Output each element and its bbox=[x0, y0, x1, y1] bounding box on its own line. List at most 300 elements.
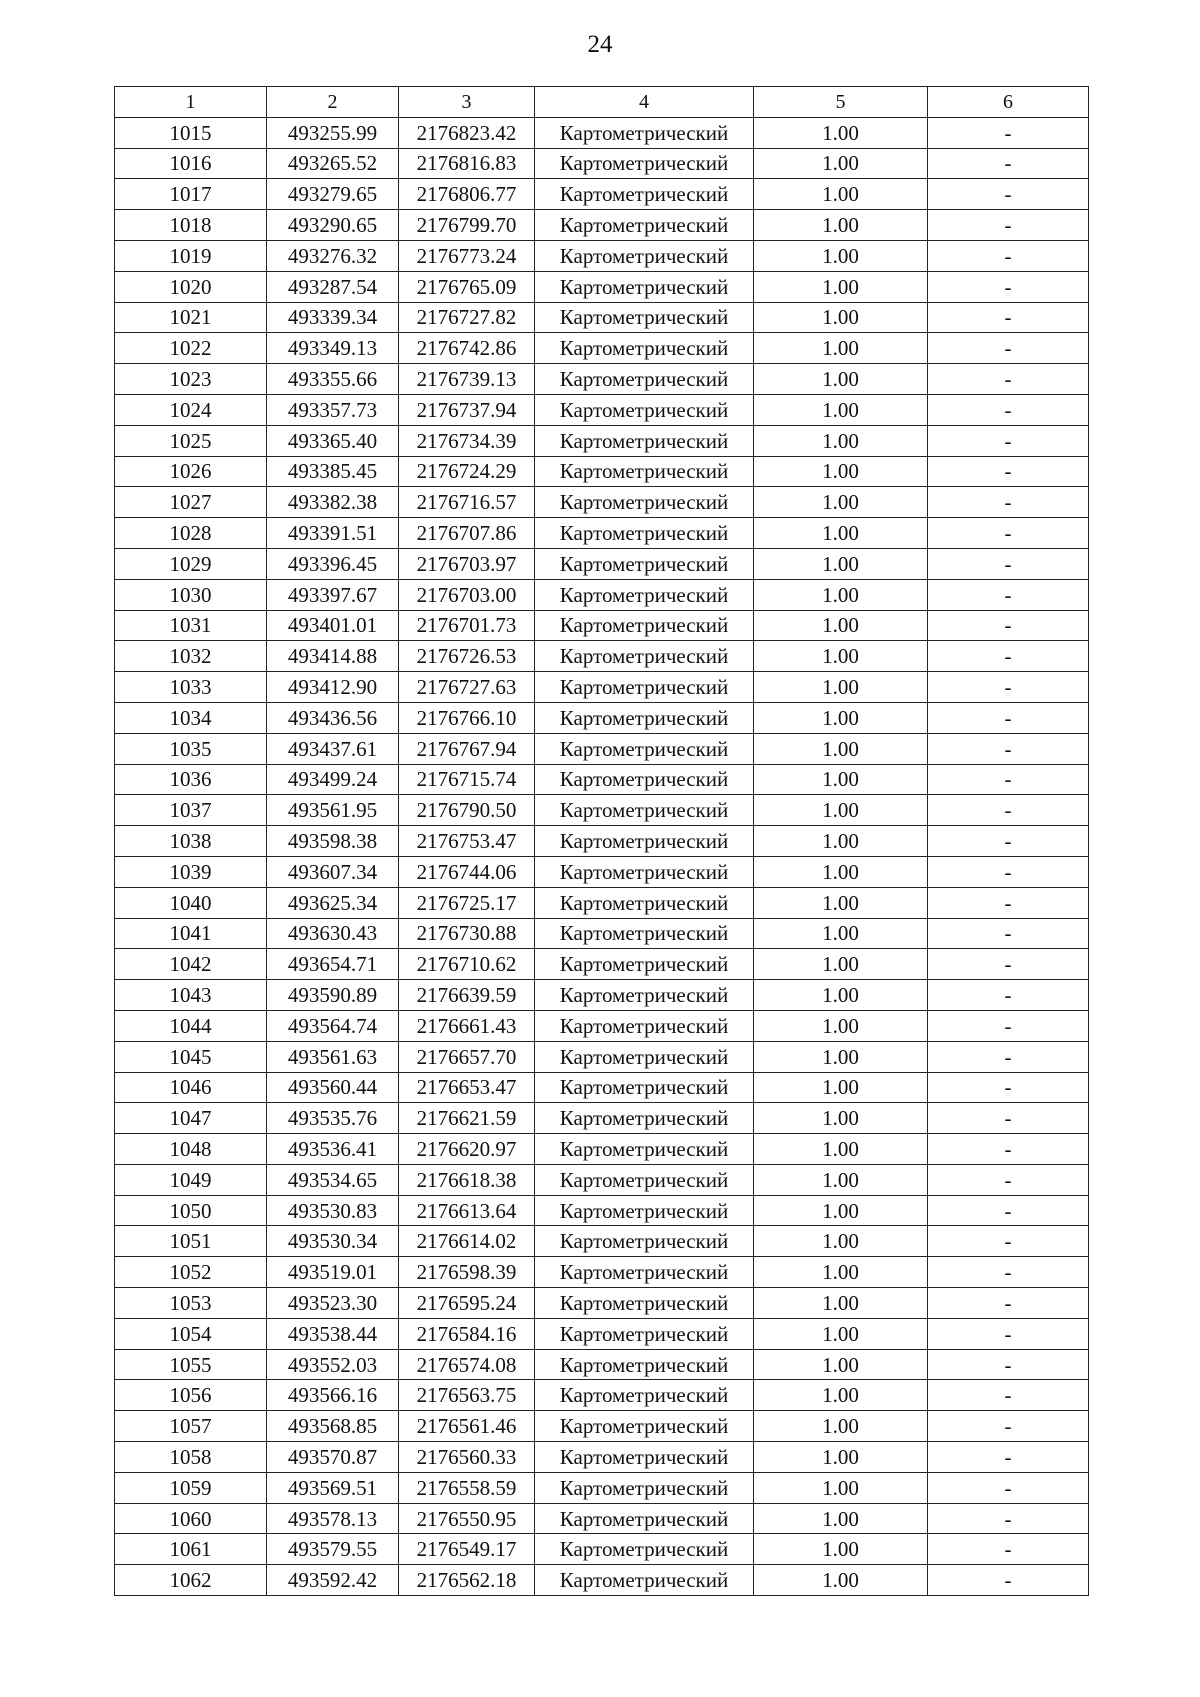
x-coordinate-cell: 493265.52 bbox=[267, 148, 399, 179]
note-cell: - bbox=[928, 702, 1089, 733]
method-cell: Картометрический bbox=[535, 210, 754, 241]
note-cell: - bbox=[928, 1103, 1089, 1134]
method-cell: Картометрический bbox=[535, 1072, 754, 1103]
note-cell: - bbox=[928, 333, 1089, 364]
y-coordinate-cell: 2176560.33 bbox=[399, 1442, 535, 1473]
accuracy-cell: 1.00 bbox=[754, 702, 928, 733]
y-coordinate-cell: 2176653.47 bbox=[399, 1072, 535, 1103]
method-cell: Картометрический bbox=[535, 1195, 754, 1226]
x-coordinate-cell: 493385.45 bbox=[267, 456, 399, 487]
y-coordinate-cell: 2176621.59 bbox=[399, 1103, 535, 1134]
point-number-cell: 1059 bbox=[115, 1472, 267, 1503]
point-number-cell: 1031 bbox=[115, 610, 267, 641]
note-cell: - bbox=[928, 641, 1089, 672]
x-coordinate-cell: 493391.51 bbox=[267, 518, 399, 549]
note-cell: - bbox=[928, 148, 1089, 179]
table-row bbox=[115, 1565, 1089, 1596]
method-cell: Картометрический bbox=[535, 364, 754, 395]
table-row bbox=[115, 179, 1089, 210]
x-coordinate-cell: 493290.65 bbox=[267, 210, 399, 241]
note-cell: - bbox=[928, 1318, 1089, 1349]
accuracy-cell: 1.00 bbox=[754, 795, 928, 826]
y-coordinate-cell: 2176620.97 bbox=[399, 1134, 535, 1165]
accuracy-cell: 1.00 bbox=[754, 1072, 928, 1103]
note-cell: - bbox=[928, 1010, 1089, 1041]
accuracy-cell: 1.00 bbox=[754, 918, 928, 949]
table-row bbox=[115, 579, 1089, 610]
table-row bbox=[115, 333, 1089, 364]
note-cell: - bbox=[928, 1072, 1089, 1103]
table-row bbox=[115, 856, 1089, 887]
table-row bbox=[115, 456, 1089, 487]
table-row bbox=[115, 364, 1089, 395]
point-number-cell: 1055 bbox=[115, 1349, 267, 1380]
x-coordinate-cell: 493357.73 bbox=[267, 394, 399, 425]
y-coordinate-cell: 2176561.46 bbox=[399, 1411, 535, 1442]
accuracy-cell: 1.00 bbox=[754, 333, 928, 364]
y-coordinate-cell: 2176614.02 bbox=[399, 1226, 535, 1257]
note-cell: - bbox=[928, 579, 1089, 610]
point-number-cell: 1015 bbox=[115, 117, 267, 148]
point-number-cell: 1044 bbox=[115, 1010, 267, 1041]
accuracy-cell: 1.00 bbox=[754, 1411, 928, 1442]
method-cell: Картометрический bbox=[535, 425, 754, 456]
accuracy-cell: 1.00 bbox=[754, 1134, 928, 1165]
note-cell: - bbox=[928, 1349, 1089, 1380]
note-cell: - bbox=[928, 394, 1089, 425]
accuracy-cell: 1.00 bbox=[754, 764, 928, 795]
note-cell: - bbox=[928, 1534, 1089, 1565]
y-coordinate-cell: 2176584.16 bbox=[399, 1318, 535, 1349]
method-cell: Картометрический bbox=[535, 764, 754, 795]
method-cell: Картометрический bbox=[535, 518, 754, 549]
x-coordinate-cell: 493552.03 bbox=[267, 1349, 399, 1380]
accuracy-cell: 1.00 bbox=[754, 425, 928, 456]
x-coordinate-cell: 493349.13 bbox=[267, 333, 399, 364]
y-coordinate-cell: 2176742.86 bbox=[399, 333, 535, 364]
point-number-cell: 1039 bbox=[115, 856, 267, 887]
method-cell: Картометрический bbox=[535, 1134, 754, 1165]
table-row bbox=[115, 1318, 1089, 1349]
accuracy-cell: 1.00 bbox=[754, 1010, 928, 1041]
x-coordinate-cell: 493607.34 bbox=[267, 856, 399, 887]
table-row bbox=[115, 302, 1089, 333]
x-coordinate-cell: 493538.44 bbox=[267, 1318, 399, 1349]
method-cell: Картометрический bbox=[535, 672, 754, 703]
point-number-cell: 1032 bbox=[115, 641, 267, 672]
accuracy-cell: 1.00 bbox=[754, 980, 928, 1011]
table-row bbox=[115, 487, 1089, 518]
table-row bbox=[115, 918, 1089, 949]
point-number-cell: 1062 bbox=[115, 1565, 267, 1596]
table-row bbox=[115, 518, 1089, 549]
point-number-cell: 1058 bbox=[115, 1442, 267, 1473]
point-number-cell: 1061 bbox=[115, 1534, 267, 1565]
point-number-cell: 1054 bbox=[115, 1318, 267, 1349]
y-coordinate-cell: 2176613.64 bbox=[399, 1195, 535, 1226]
note-cell: - bbox=[928, 918, 1089, 949]
x-coordinate-cell: 493630.43 bbox=[267, 918, 399, 949]
point-number-cell: 1025 bbox=[115, 425, 267, 456]
note-cell: - bbox=[928, 518, 1089, 549]
point-number-cell: 1045 bbox=[115, 1041, 267, 1072]
table-row bbox=[115, 1503, 1089, 1534]
accuracy-cell: 1.00 bbox=[754, 487, 928, 518]
accuracy-cell: 1.00 bbox=[754, 1288, 928, 1319]
accuracy-cell: 1.00 bbox=[754, 610, 928, 641]
accuracy-cell: 1.00 bbox=[754, 394, 928, 425]
table-row bbox=[115, 1534, 1089, 1565]
point-number-cell: 1027 bbox=[115, 487, 267, 518]
x-coordinate-cell: 493287.54 bbox=[267, 271, 399, 302]
table-row bbox=[115, 117, 1089, 148]
note-cell: - bbox=[928, 733, 1089, 764]
x-coordinate-cell: 493625.34 bbox=[267, 887, 399, 918]
x-coordinate-cell: 493396.45 bbox=[267, 548, 399, 579]
method-cell: Картометрический bbox=[535, 117, 754, 148]
table-row bbox=[115, 1103, 1089, 1134]
note-cell: - bbox=[928, 949, 1089, 980]
point-number-cell: 1038 bbox=[115, 826, 267, 857]
y-coordinate-cell: 2176703.00 bbox=[399, 579, 535, 610]
method-cell: Картометрический bbox=[535, 1565, 754, 1596]
table-row bbox=[115, 980, 1089, 1011]
y-coordinate-cell: 2176657.70 bbox=[399, 1041, 535, 1072]
point-number-cell: 1018 bbox=[115, 210, 267, 241]
y-coordinate-cell: 2176595.24 bbox=[399, 1288, 535, 1319]
point-number-cell: 1026 bbox=[115, 456, 267, 487]
y-coordinate-cell: 2176716.57 bbox=[399, 487, 535, 518]
header-cell-2: 2 bbox=[267, 87, 399, 118]
method-cell: Картометрический bbox=[535, 1534, 754, 1565]
x-coordinate-cell: 493590.89 bbox=[267, 980, 399, 1011]
point-number-cell: 1023 bbox=[115, 364, 267, 395]
table-row bbox=[115, 672, 1089, 703]
table-body bbox=[115, 117, 1089, 1595]
x-coordinate-cell: 493569.51 bbox=[267, 1472, 399, 1503]
y-coordinate-cell: 2176753.47 bbox=[399, 826, 535, 857]
x-coordinate-cell: 493534.65 bbox=[267, 1164, 399, 1195]
x-coordinate-cell: 493566.16 bbox=[267, 1380, 399, 1411]
note-cell: - bbox=[928, 1257, 1089, 1288]
accuracy-cell: 1.00 bbox=[754, 579, 928, 610]
method-cell: Картометрический bbox=[535, 1288, 754, 1319]
method-cell: Картометрический bbox=[535, 918, 754, 949]
x-coordinate-cell: 493654.71 bbox=[267, 949, 399, 980]
point-number-cell: 1017 bbox=[115, 179, 267, 210]
note-cell: - bbox=[928, 1565, 1089, 1596]
method-cell: Картометрический bbox=[535, 1442, 754, 1473]
x-coordinate-cell: 493592.42 bbox=[267, 1565, 399, 1596]
header-cell-4: 4 bbox=[535, 87, 754, 118]
y-coordinate-cell: 2176563.75 bbox=[399, 1380, 535, 1411]
method-cell: Картометрический bbox=[535, 1349, 754, 1380]
accuracy-cell: 1.00 bbox=[754, 1534, 928, 1565]
note-cell: - bbox=[928, 1041, 1089, 1072]
method-cell: Картометрический bbox=[535, 980, 754, 1011]
x-coordinate-cell: 493598.38 bbox=[267, 826, 399, 857]
note-cell: - bbox=[928, 1442, 1089, 1473]
accuracy-cell: 1.00 bbox=[754, 672, 928, 703]
accuracy-cell: 1.00 bbox=[754, 887, 928, 918]
accuracy-cell: 1.00 bbox=[754, 1442, 928, 1473]
x-coordinate-cell: 493579.55 bbox=[267, 1534, 399, 1565]
table-row bbox=[115, 702, 1089, 733]
point-number-cell: 1033 bbox=[115, 672, 267, 703]
point-number-cell: 1040 bbox=[115, 887, 267, 918]
y-coordinate-cell: 2176550.95 bbox=[399, 1503, 535, 1534]
x-coordinate-cell: 493339.34 bbox=[267, 302, 399, 333]
y-coordinate-cell: 2176726.53 bbox=[399, 641, 535, 672]
accuracy-cell: 1.00 bbox=[754, 1349, 928, 1380]
x-coordinate-cell: 493255.99 bbox=[267, 117, 399, 148]
note-cell: - bbox=[928, 487, 1089, 518]
table-row bbox=[115, 240, 1089, 271]
y-coordinate-cell: 2176639.59 bbox=[399, 980, 535, 1011]
x-coordinate-cell: 493564.74 bbox=[267, 1010, 399, 1041]
x-coordinate-cell: 493397.67 bbox=[267, 579, 399, 610]
accuracy-cell: 1.00 bbox=[754, 148, 928, 179]
accuracy-cell: 1.00 bbox=[754, 949, 928, 980]
note-cell: - bbox=[928, 610, 1089, 641]
table-row bbox=[115, 548, 1089, 579]
y-coordinate-cell: 2176765.09 bbox=[399, 271, 535, 302]
x-coordinate-cell: 493414.88 bbox=[267, 641, 399, 672]
method-cell: Картометрический bbox=[535, 302, 754, 333]
accuracy-cell: 1.00 bbox=[754, 1257, 928, 1288]
table-row bbox=[115, 887, 1089, 918]
table-row bbox=[115, 1226, 1089, 1257]
method-cell: Картометрический bbox=[535, 610, 754, 641]
accuracy-cell: 1.00 bbox=[754, 733, 928, 764]
table-row bbox=[115, 733, 1089, 764]
method-cell: Картометрический bbox=[535, 949, 754, 980]
point-number-cell: 1036 bbox=[115, 764, 267, 795]
table-row bbox=[115, 1349, 1089, 1380]
method-cell: Картометрический bbox=[535, 1472, 754, 1503]
table-row bbox=[115, 1072, 1089, 1103]
method-cell: Картометрический bbox=[535, 1257, 754, 1288]
y-coordinate-cell: 2176790.50 bbox=[399, 795, 535, 826]
point-number-cell: 1049 bbox=[115, 1164, 267, 1195]
note-cell: - bbox=[928, 548, 1089, 579]
point-number-cell: 1057 bbox=[115, 1411, 267, 1442]
point-number-cell: 1021 bbox=[115, 302, 267, 333]
header-cell-1: 1 bbox=[115, 87, 267, 118]
point-number-cell: 1042 bbox=[115, 949, 267, 980]
point-number-cell: 1028 bbox=[115, 518, 267, 549]
y-coordinate-cell: 2176549.17 bbox=[399, 1534, 535, 1565]
note-cell: - bbox=[928, 856, 1089, 887]
table-row bbox=[115, 764, 1089, 795]
table-row bbox=[115, 1257, 1089, 1288]
note-cell: - bbox=[928, 179, 1089, 210]
note-cell: - bbox=[928, 795, 1089, 826]
y-coordinate-cell: 2176737.94 bbox=[399, 394, 535, 425]
note-cell: - bbox=[928, 1472, 1089, 1503]
header-cell-6: 6 bbox=[928, 87, 1089, 118]
y-coordinate-cell: 2176823.42 bbox=[399, 117, 535, 148]
point-number-cell: 1046 bbox=[115, 1072, 267, 1103]
accuracy-cell: 1.00 bbox=[754, 302, 928, 333]
y-coordinate-cell: 2176739.13 bbox=[399, 364, 535, 395]
method-cell: Картометрический bbox=[535, 1503, 754, 1534]
accuracy-cell: 1.00 bbox=[754, 1318, 928, 1349]
note-cell: - bbox=[928, 302, 1089, 333]
method-cell: Картометрический bbox=[535, 1318, 754, 1349]
table-row bbox=[115, 425, 1089, 456]
y-coordinate-cell: 2176816.83 bbox=[399, 148, 535, 179]
note-cell: - bbox=[928, 364, 1089, 395]
x-coordinate-cell: 493578.13 bbox=[267, 1503, 399, 1534]
note-cell: - bbox=[928, 117, 1089, 148]
y-coordinate-cell: 2176766.10 bbox=[399, 702, 535, 733]
note-cell: - bbox=[928, 1411, 1089, 1442]
table-row bbox=[115, 641, 1089, 672]
accuracy-cell: 1.00 bbox=[754, 1380, 928, 1411]
point-number-cell: 1022 bbox=[115, 333, 267, 364]
y-coordinate-cell: 2176661.43 bbox=[399, 1010, 535, 1041]
note-cell: - bbox=[928, 1380, 1089, 1411]
y-coordinate-cell: 2176727.63 bbox=[399, 672, 535, 703]
accuracy-cell: 1.00 bbox=[754, 1041, 928, 1072]
accuracy-cell: 1.00 bbox=[754, 1164, 928, 1195]
method-cell: Картометрический bbox=[535, 179, 754, 210]
method-cell: Картометрический bbox=[535, 240, 754, 271]
table-row bbox=[115, 271, 1089, 302]
x-coordinate-cell: 493570.87 bbox=[267, 1442, 399, 1473]
accuracy-cell: 1.00 bbox=[754, 1226, 928, 1257]
method-cell: Картометрический bbox=[535, 1380, 754, 1411]
note-cell: - bbox=[928, 672, 1089, 703]
header-cell-5: 5 bbox=[754, 87, 928, 118]
point-number-cell: 1030 bbox=[115, 579, 267, 610]
y-coordinate-cell: 2176562.18 bbox=[399, 1565, 535, 1596]
table-row bbox=[115, 1164, 1089, 1195]
method-cell: Картометрический bbox=[535, 641, 754, 672]
point-number-cell: 1052 bbox=[115, 1257, 267, 1288]
accuracy-cell: 1.00 bbox=[754, 856, 928, 887]
accuracy-cell: 1.00 bbox=[754, 518, 928, 549]
note-cell: - bbox=[928, 764, 1089, 795]
note-cell: - bbox=[928, 240, 1089, 271]
y-coordinate-cell: 2176727.82 bbox=[399, 302, 535, 333]
header-row bbox=[115, 87, 1089, 118]
point-number-cell: 1034 bbox=[115, 702, 267, 733]
method-cell: Картометрический bbox=[535, 394, 754, 425]
point-number-cell: 1020 bbox=[115, 271, 267, 302]
table-row bbox=[115, 949, 1089, 980]
y-coordinate-cell: 2176730.88 bbox=[399, 918, 535, 949]
method-cell: Картометрический bbox=[535, 887, 754, 918]
table-row bbox=[115, 1380, 1089, 1411]
x-coordinate-cell: 493523.30 bbox=[267, 1288, 399, 1319]
y-coordinate-cell: 2176715.74 bbox=[399, 764, 535, 795]
y-coordinate-cell: 2176558.59 bbox=[399, 1472, 535, 1503]
x-coordinate-cell: 493535.76 bbox=[267, 1103, 399, 1134]
table-row bbox=[115, 210, 1089, 241]
x-coordinate-cell: 493561.95 bbox=[267, 795, 399, 826]
accuracy-cell: 1.00 bbox=[754, 117, 928, 148]
method-cell: Картометрический bbox=[535, 795, 754, 826]
method-cell: Картометрический bbox=[535, 487, 754, 518]
table-row bbox=[115, 1134, 1089, 1165]
note-cell: - bbox=[928, 887, 1089, 918]
x-coordinate-cell: 493401.01 bbox=[267, 610, 399, 641]
method-cell: Картометрический bbox=[535, 548, 754, 579]
table-row bbox=[115, 1442, 1089, 1473]
x-coordinate-cell: 493568.85 bbox=[267, 1411, 399, 1442]
header-cell-3: 3 bbox=[399, 87, 535, 118]
page-number: 24 bbox=[587, 31, 613, 58]
y-coordinate-cell: 2176707.86 bbox=[399, 518, 535, 549]
y-coordinate-cell: 2176701.73 bbox=[399, 610, 535, 641]
accuracy-cell: 1.00 bbox=[754, 364, 928, 395]
method-cell: Картометрический bbox=[535, 333, 754, 364]
y-coordinate-cell: 2176725.17 bbox=[399, 887, 535, 918]
accuracy-cell: 1.00 bbox=[754, 1472, 928, 1503]
x-coordinate-cell: 493279.65 bbox=[267, 179, 399, 210]
accuracy-cell: 1.00 bbox=[754, 179, 928, 210]
accuracy-cell: 1.00 bbox=[754, 271, 928, 302]
accuracy-cell: 1.00 bbox=[754, 1103, 928, 1134]
x-coordinate-cell: 493437.61 bbox=[267, 733, 399, 764]
point-number-cell: 1037 bbox=[115, 795, 267, 826]
table-row bbox=[115, 1288, 1089, 1319]
method-cell: Картометрический bbox=[535, 1226, 754, 1257]
x-coordinate-cell: 493519.01 bbox=[267, 1257, 399, 1288]
y-coordinate-cell: 2176744.06 bbox=[399, 856, 535, 887]
method-cell: Картометрический bbox=[535, 456, 754, 487]
method-cell: Картометрический bbox=[535, 271, 754, 302]
note-cell: - bbox=[928, 1503, 1089, 1534]
accuracy-cell: 1.00 bbox=[754, 1195, 928, 1226]
method-cell: Картометрический bbox=[535, 856, 754, 887]
x-coordinate-cell: 493276.32 bbox=[267, 240, 399, 271]
y-coordinate-cell: 2176799.70 bbox=[399, 210, 535, 241]
point-number-cell: 1019 bbox=[115, 240, 267, 271]
note-cell: - bbox=[928, 210, 1089, 241]
point-number-cell: 1043 bbox=[115, 980, 267, 1011]
point-number-cell: 1060 bbox=[115, 1503, 267, 1534]
table-row bbox=[115, 1195, 1089, 1226]
x-coordinate-cell: 493561.63 bbox=[267, 1041, 399, 1072]
y-coordinate-cell: 2176724.29 bbox=[399, 456, 535, 487]
point-number-cell: 1056 bbox=[115, 1380, 267, 1411]
table-row bbox=[115, 795, 1089, 826]
point-number-cell: 1016 bbox=[115, 148, 267, 179]
accuracy-cell: 1.00 bbox=[754, 548, 928, 579]
note-cell: - bbox=[928, 425, 1089, 456]
accuracy-cell: 1.00 bbox=[754, 1503, 928, 1534]
accuracy-cell: 1.00 bbox=[754, 826, 928, 857]
accuracy-cell: 1.00 bbox=[754, 210, 928, 241]
y-coordinate-cell: 2176806.77 bbox=[399, 179, 535, 210]
method-cell: Картометрический bbox=[535, 1041, 754, 1072]
x-coordinate-cell: 493382.38 bbox=[267, 487, 399, 518]
method-cell: Картометрический bbox=[535, 733, 754, 764]
accuracy-cell: 1.00 bbox=[754, 641, 928, 672]
note-cell: - bbox=[928, 1164, 1089, 1195]
method-cell: Картометрический bbox=[535, 826, 754, 857]
point-number-cell: 1050 bbox=[115, 1195, 267, 1226]
point-number-cell: 1029 bbox=[115, 548, 267, 579]
table-row bbox=[115, 1041, 1089, 1072]
method-cell: Картометрический bbox=[535, 1411, 754, 1442]
x-coordinate-cell: 493499.24 bbox=[267, 764, 399, 795]
accuracy-cell: 1.00 bbox=[754, 1565, 928, 1596]
y-coordinate-cell: 2176767.94 bbox=[399, 733, 535, 764]
